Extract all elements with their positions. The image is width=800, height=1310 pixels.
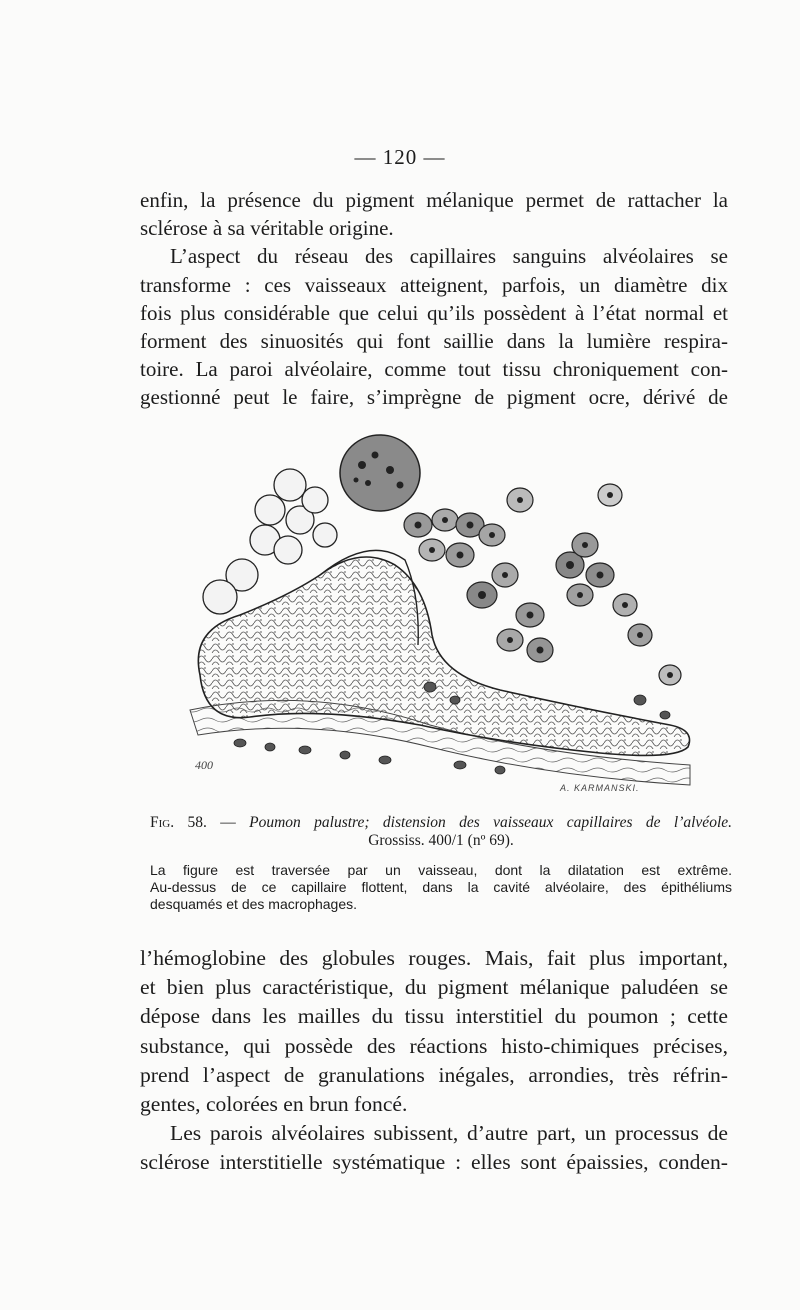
caption-title-line bbox=[150, 814, 732, 832]
paragraph-bottom bbox=[140, 944, 728, 1178]
text-line: forment des sinuosités qui font saillie dans la lumière respira- bbox=[140, 329, 728, 354]
text-line: fois plus considérable que celui qu’ils possèdent à l’état normal et bbox=[140, 300, 728, 325]
caption-dash: — bbox=[220, 814, 236, 831]
figure-label: Fig. 58. bbox=[150, 814, 207, 831]
text-line: et bien plus caractéristique, du pigment mélanique paludéen se bbox=[140, 975, 728, 1000]
text-line: L’aspect du réseau des capillaires sanguins alvéolaires se bbox=[170, 244, 728, 269]
caption-magnification: Grossiss. 400/1 (nº 69). bbox=[368, 832, 514, 849]
text-line: gentes, colorées en brun foncé. bbox=[140, 1092, 408, 1117]
text-line: l’hémoglobine des globules rouges. Mais, fait plus important, bbox=[140, 946, 728, 970]
text-line: gestionné peut le faire, s’imprègne de pigment ocre, dérivé de bbox=[140, 385, 728, 410]
text-line: sclérose à sa véritable origine. bbox=[140, 216, 394, 241]
page-number: — 120 — bbox=[354, 145, 446, 169]
macrophage bbox=[340, 435, 420, 511]
text-line: prend l’aspect de granulations inégales, arrondies, très réfrin- bbox=[140, 1062, 728, 1087]
text-line: substance, qui possède des réactions histo-chimiques précises, bbox=[140, 1033, 728, 1058]
description-line: desquamés et des macrophages. bbox=[150, 896, 358, 912]
epithelial-cells bbox=[404, 484, 681, 685]
text-line: transforme : ces vaisseaux atteignent, parfois, un diamètre dix bbox=[140, 272, 728, 297]
histology-illustration bbox=[170, 425, 710, 797]
artist-signature: A. KARMANSKI. bbox=[560, 783, 640, 793]
description-line: Au-dessus de ce capillaire flottent, dans la cavité alvéolaire, des épithéliums bbox=[150, 879, 732, 895]
text-line: enfin, la présence du pigment mélanique permet de rattacher la bbox=[140, 188, 728, 212]
figure-description bbox=[150, 862, 732, 913]
illustration-drawing bbox=[170, 425, 710, 797]
text-line: Les parois alvéolaires subissent, d’autre part, un processus de bbox=[170, 1121, 728, 1146]
description-line: La figure est traversée par un vaisseau, dont la dilatation est extrême. bbox=[150, 862, 732, 878]
figure-caption bbox=[150, 814, 732, 850]
text-line: dépose dans les mailles du tissu interstitiel du poumon ; cette bbox=[140, 1004, 728, 1029]
paragraph-top bbox=[140, 186, 728, 412]
magnification-mark: 400 bbox=[195, 758, 213, 772]
caption-title: Poumon palustre; distension des vaisseaux capillaires de l’alvéole. bbox=[249, 814, 732, 831]
text-line: sclérose interstitielle systématique : elles sont épaissies, conden- bbox=[140, 1150, 728, 1175]
text-line: toire. La paroi alvéolaire, comme tout tissu chroniquement con- bbox=[140, 357, 728, 382]
